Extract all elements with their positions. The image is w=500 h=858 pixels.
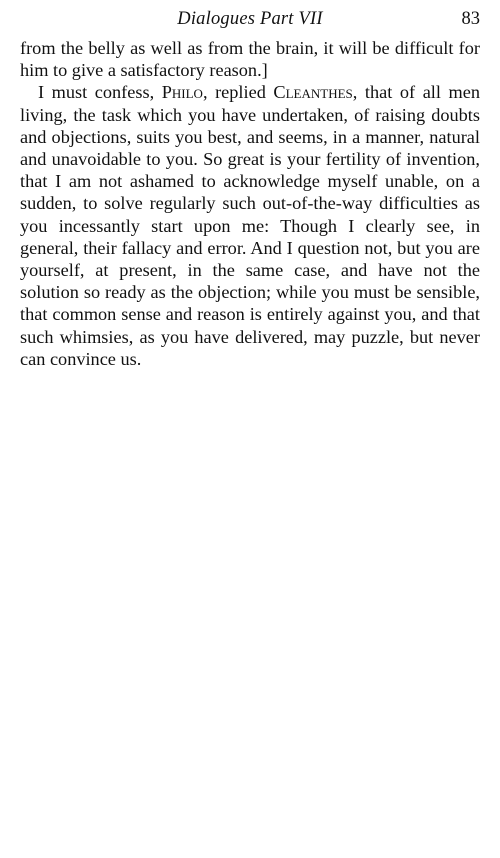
paragraph-text-between: , replied	[202, 82, 274, 103]
page-number: 83	[461, 9, 480, 29]
running-title: Dialogues Part VII	[177, 9, 323, 29]
paragraph-continuation: from the belly as well as from the brain, it will be difficult for him to give a satisfactory reason.]	[20, 38, 480, 81]
paragraph-cleanthes-reply	[20, 81, 480, 370]
speaker-name-philo: Philo	[161, 82, 203, 103]
paragraph-text-start: I must confess,	[38, 82, 162, 103]
paragraph-text-rest: , that of all men living, the task which you have undertaken, of raising doubts and objections, suits you best, and seems, in a manner, natural and unavoidable to you. So great is your fertility of invention, that I am not ashamed to acknowledge myself unable, on a sudden, to solve regularly such out-of-the-way difficulties as you incessantly start upon me: Though I clearly see, in general, their fallacy and error. And I question not, but you are yourself, at present, in the same case, and have not the solution so ready as the objection; while you must be sensible, that common sense and reason is entirely against you, and that such whimsies, as you have delivered, may puzzle, but never can convince us.	[20, 82, 481, 369]
body-text	[20, 37, 480, 370]
running-head	[20, 9, 480, 37]
speaker-name-cleanthes: Cleanthes	[273, 82, 353, 103]
